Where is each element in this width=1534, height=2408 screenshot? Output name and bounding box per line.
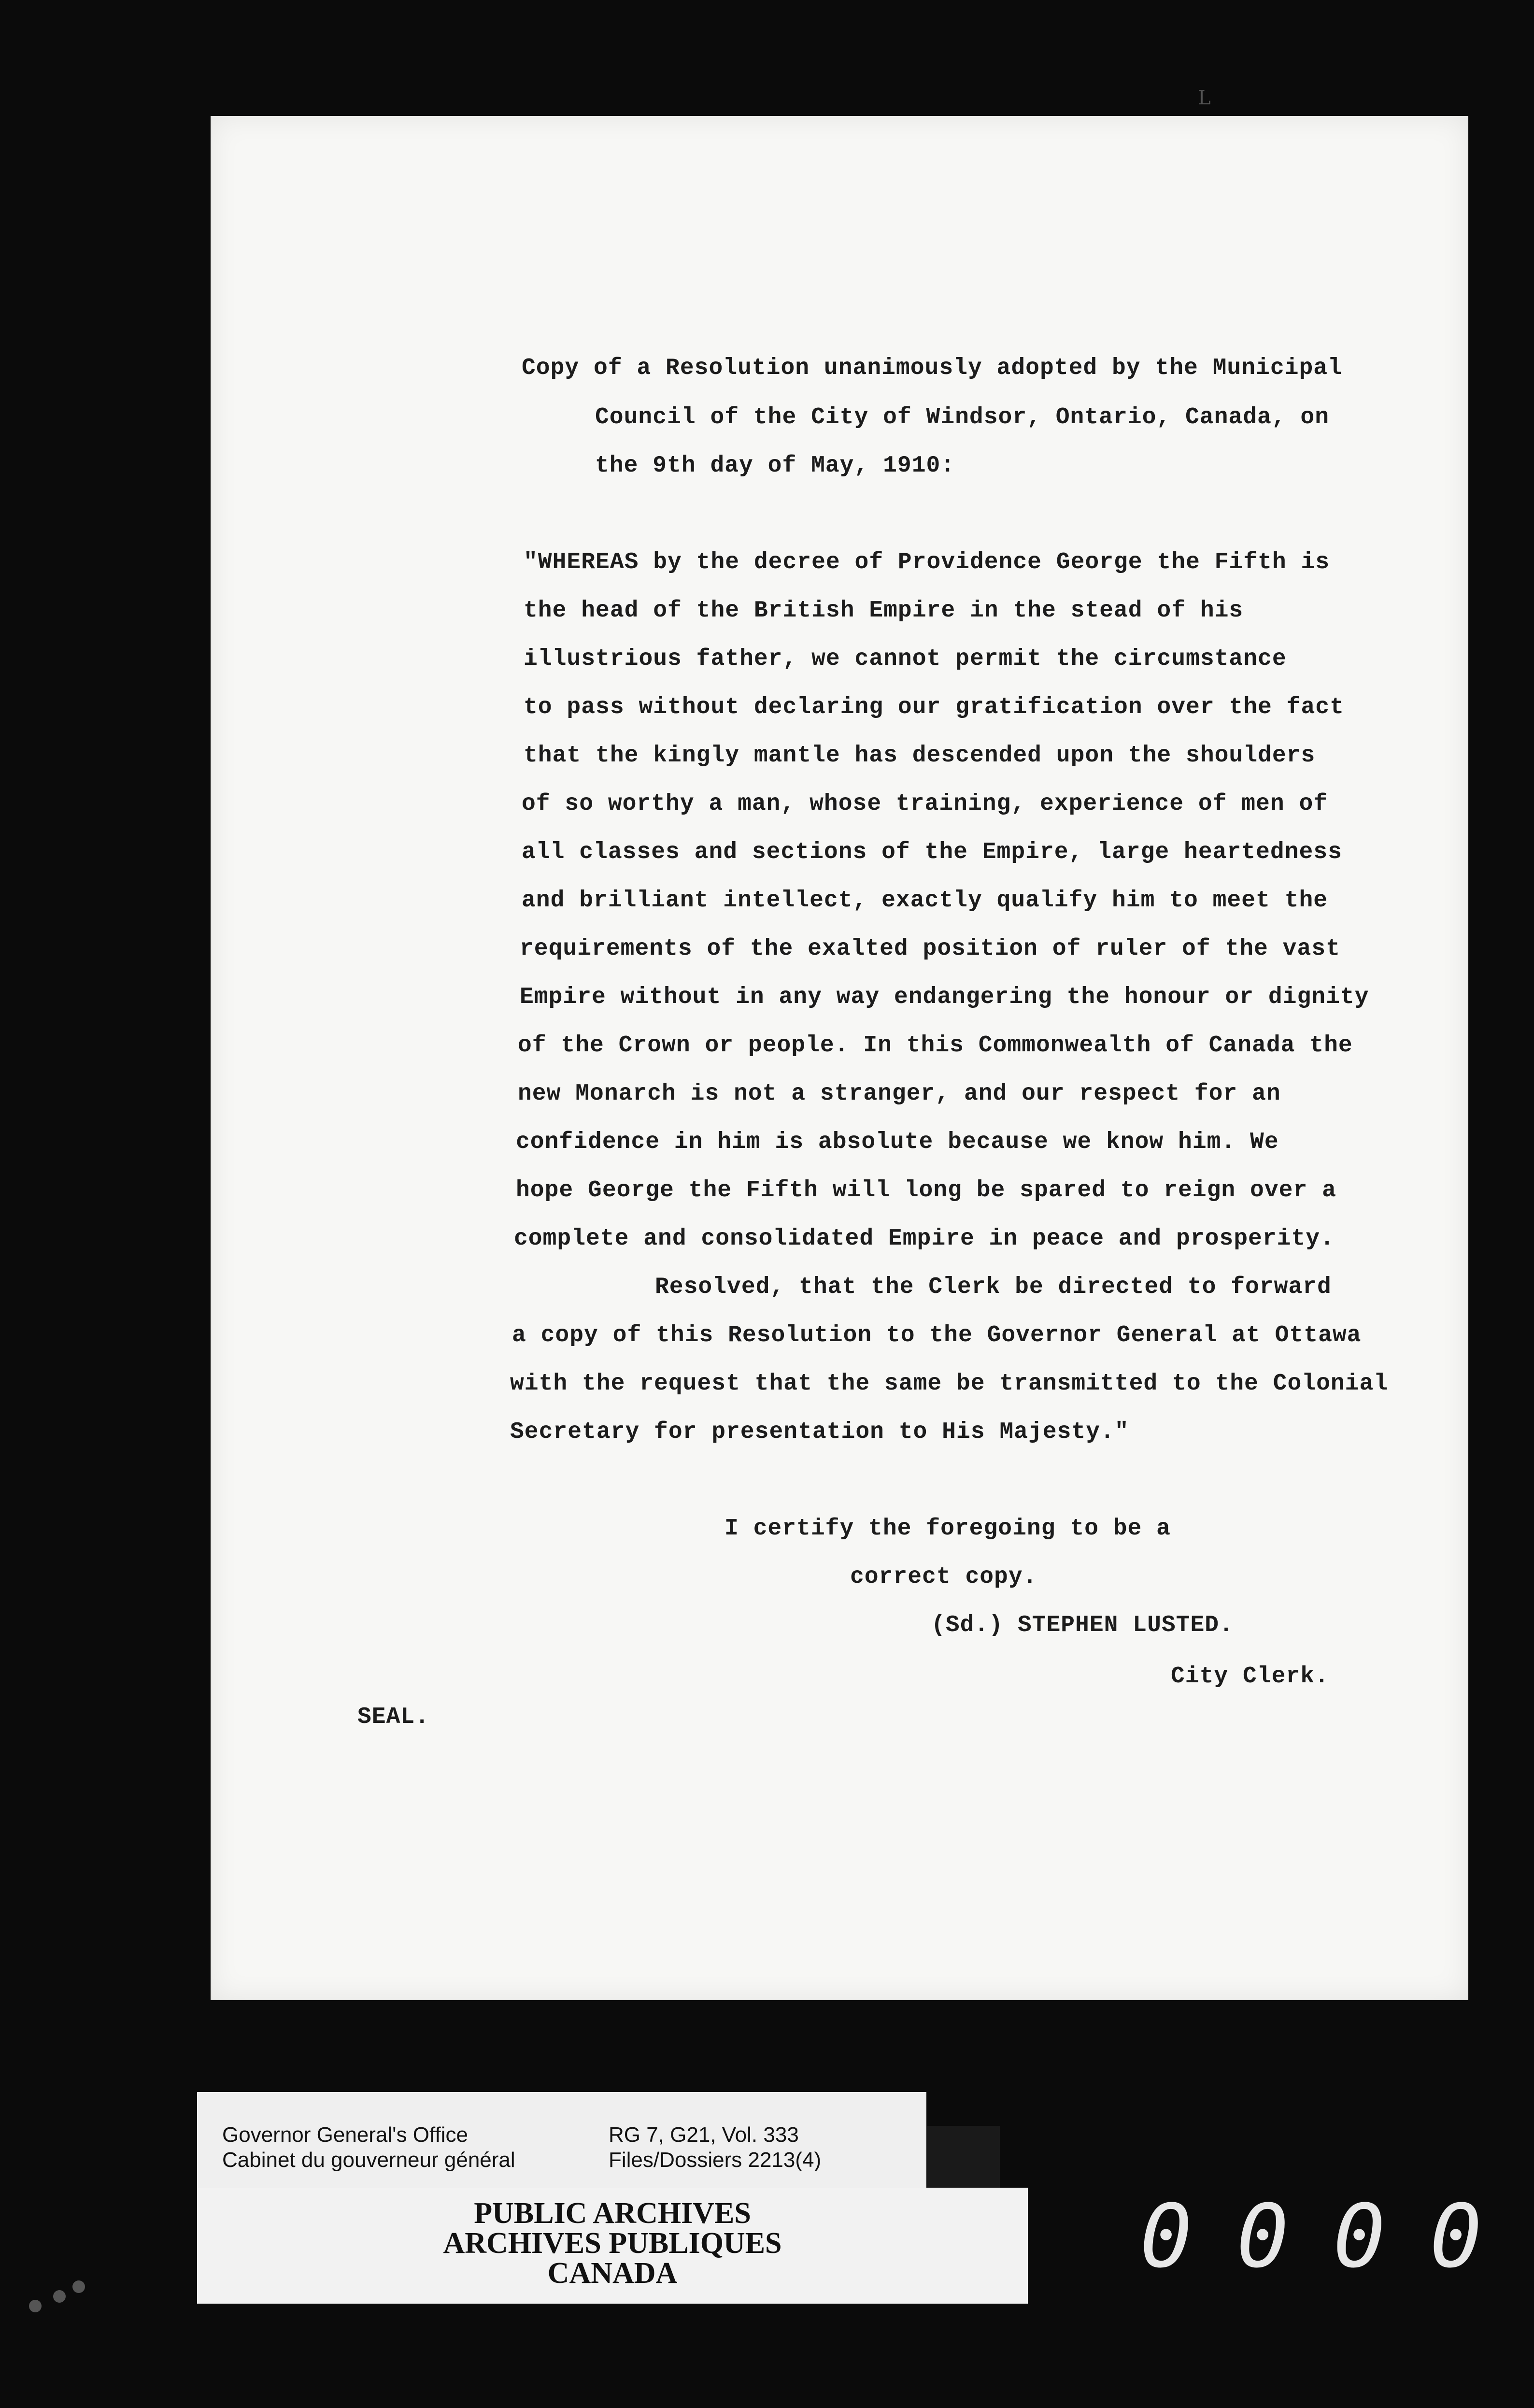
- film-dot: [72, 2280, 85, 2293]
- body-line-9: requirements of the exalted position of ruler of the vast: [520, 936, 1340, 962]
- body-line-17: a copy of this Resolution to the Governor General at Ottawa: [512, 1322, 1362, 1348]
- archive-reference-label: [197, 2092, 926, 2189]
- film-dot: [29, 2300, 42, 2312]
- record-group-ref: RG 7, G21, Vol. 333: [609, 2123, 799, 2147]
- frame-digit-1: 0: [1140, 2186, 1193, 2287]
- body-line-4: to pass without declaring our gratification over the fact: [524, 694, 1344, 720]
- body-line-10: Empire without in any way endangering the honour or dignity: [520, 984, 1369, 1010]
- body-line-1: "WHEREAS by the decree of Providence George the Fifth is: [524, 549, 1330, 575]
- seal-label: SEAL.: [357, 1704, 430, 1730]
- certification-title: City Clerk.: [1171, 1663, 1329, 1690]
- film-dot: [53, 2290, 66, 2303]
- archives-country: CANADA: [547, 2257, 678, 2290]
- body-line-19: Secretary for presentation to His Majesty.": [510, 1419, 1129, 1445]
- public-archives-label: [197, 2188, 1028, 2304]
- body-line-18: with the request that the same be transmitted to the Colonial: [510, 1371, 1389, 1397]
- body-line-16: Resolved, that the Clerk be directed to forward: [655, 1274, 1332, 1300]
- frame-digit-4: 0: [1430, 2186, 1482, 2287]
- heading-line-3: the 9th day of May, 1910:: [595, 453, 955, 479]
- body-line-2: the head of the British Empire in the stead of his: [524, 598, 1244, 624]
- body-line-7: all classes and sections of the Empire, large heartedness: [522, 839, 1342, 865]
- corner-mark: L: [1198, 87, 1211, 109]
- heading-line-1: Copy of a Resolution unanimously adopted by the Municipal: [522, 355, 1342, 381]
- frame-counter: [1140, 2186, 1482, 2287]
- frame-digit-3: 0: [1333, 2186, 1386, 2287]
- archives-name-fr: ARCHIVES PUBLIQUES: [443, 2227, 782, 2260]
- body-line-5: that the kingly mantle has descended upon the shoulders: [524, 743, 1316, 769]
- archives-name-en: PUBLIC ARCHIVES: [474, 2197, 751, 2230]
- office-name-fr: Cabinet du gouverneur général: [222, 2148, 515, 2172]
- file-ref: Files/Dossiers 2213(4): [609, 2148, 822, 2172]
- frame-digit-2: 0: [1236, 2186, 1289, 2287]
- office-name-en: Governor General's Office: [222, 2123, 468, 2147]
- heading-line-2: Council of the City of Windsor, Ontario, Canada, on: [595, 404, 1330, 430]
- body-line-3: illustrious father, we cannot permit the circumstance: [524, 646, 1287, 672]
- certification-line-2: correct copy.: [850, 1564, 1037, 1590]
- body-line-8: and brilliant intellect, exactly qualify him to meet the: [522, 888, 1328, 914]
- body-line-6: of so worthy a man, whose training, experience of men of: [522, 791, 1328, 817]
- certification-signature: (Sd.) STEPHEN LUSTED.: [931, 1612, 1234, 1638]
- body-line-11: of the Crown or people. In this Commonwealth of Canada the: [518, 1032, 1353, 1059]
- body-line-13: confidence in him is absolute because we know him. We: [516, 1129, 1279, 1155]
- certification-line-1: I certify the foregoing to be a: [724, 1516, 1171, 1542]
- body-line-15: complete and consolidated Empire in peace and prosperity.: [514, 1226, 1335, 1252]
- body-line-12: new Monarch is not a stranger, and our respect for an: [518, 1081, 1281, 1107]
- body-line-14: hope George the Fifth will long be spared to reign over a: [516, 1177, 1336, 1204]
